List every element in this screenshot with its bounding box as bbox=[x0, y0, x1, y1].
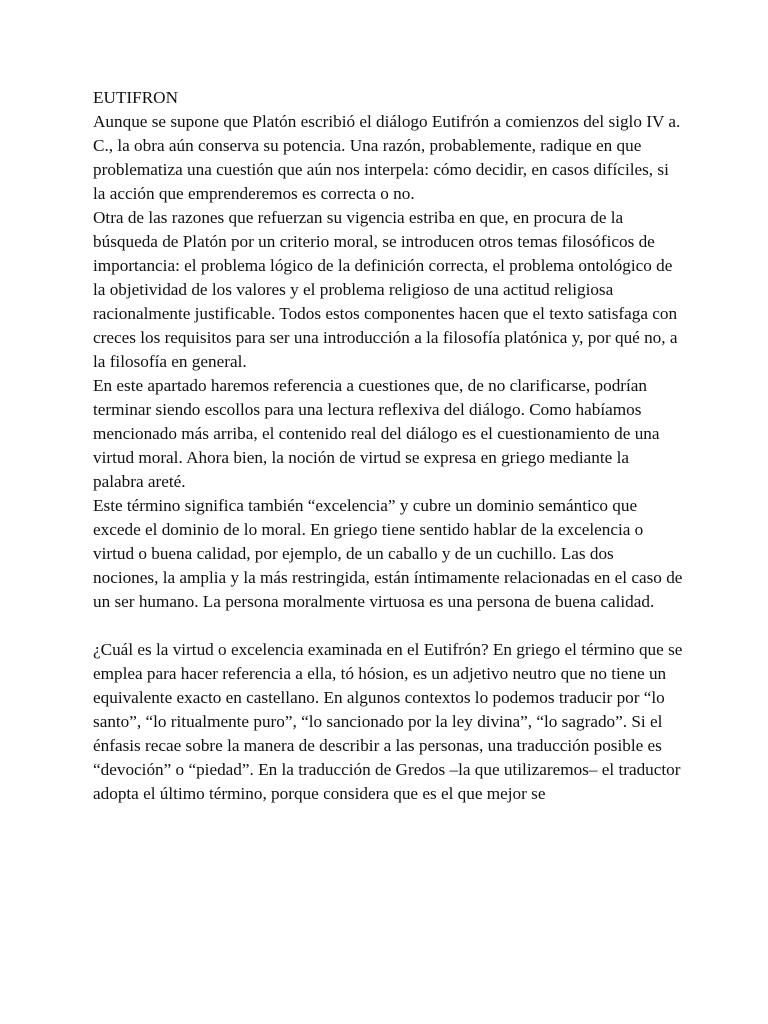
paragraph-3: En este apartado haremos referencia a cuestiones que, de no clarificarse, podrían terminar siendo escollos para una lectura reflexiva del diálogo. Como habíamos mencionado más arriba, el contenido real del diálogo es el cuestionamiento de una virtud moral. Ahora bien, la noción de virtud se expresa en griego mediante la palabra areté. bbox=[93, 376, 660, 491]
paragraph-4: Este término significa también “excelencia” y cubre un dominio semántico que excede el dominio de lo moral. En griego tiene sentido hablar de la excelencia o virtud o buena calidad, por ejemplo, de un caballo y de un cuchillo. Las dos nociones, la amplia y la más restringida, están íntimamente relacionadas en el caso de un ser humano. La persona moralmente virtuosa es una persona de buena calidad. bbox=[93, 496, 683, 611]
document-page bbox=[93, 86, 683, 806]
paragraph-2: Otra de las razones que refuerzan su vigencia estriba en que, en procura de la búsqueda de Platón por un criterio moral, se introducen otros temas filosóficos de importancia: el problema lógico de la definición correcta, el problema ontológico de la objetividad de los valores y el problema religioso de una actitud religiosa racionalmente justificable. Todos estos componentes hacen que el texto satisfaga con creces los requisitos para ser una introducción a la filosofía platónica y, por qué no, a la filosofía en general. bbox=[93, 208, 678, 371]
paragraph-5: ¿Cuál es la virtud o excelencia examinada en el Eutifrón? En griego el término que se emplea para hacer referencia a ella, tó hósion, es un adjetivo neutro que no tiene un equivalente exacto en castellano. En algunos contextos lo podemos traducir por “lo santo”, “lo ritualmente puro”, “lo sancionado por la ley divina”, “lo sagrado”. Si el énfasis recae sobre la manera de describir a las personas, una traducción posible es “devoción” o “piedad”. En la traducción de Gredos –la que utilizaremos– el traductor adopta el último término, porque considera que es el que mejor se bbox=[93, 640, 683, 803]
document-title: EUTIFRON bbox=[93, 88, 178, 107]
paragraph-1: Aunque se supone que Platón escribió el diálogo Eutifrón a comienzos del siglo IV a. C., la obra aún conserva su potencia. Una razón, probablemente, radique en que problematiza una cuestión que aún nos interpela: cómo decidir, en casos difíciles, si la acción que emprenderemos es correcta o no. bbox=[93, 112, 681, 203]
paragraph-spacer bbox=[93, 614, 683, 638]
